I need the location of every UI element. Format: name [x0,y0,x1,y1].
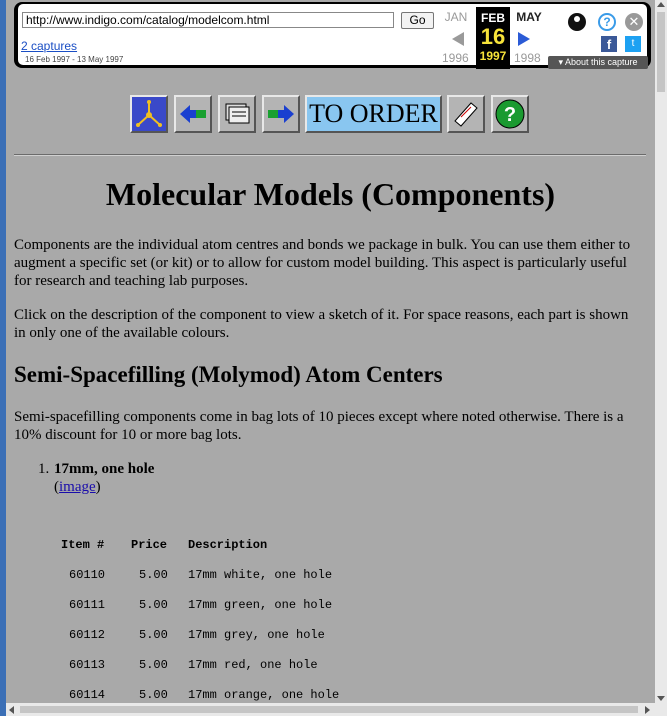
about-capture-button[interactable]: ▾ About this capture [548,56,648,69]
click-note-paragraph: Click on the description of the component to view a sketch of it. For space reasons, each part is shown in only one of the available colours. [14,307,629,341]
list-item-title: 17mm, one hole [54,461,155,477]
cell-price: 5.00 [139,598,168,612]
order-form-icon [449,97,483,131]
horizontal-scroll-thumb[interactable] [20,706,638,713]
table-row [61,598,339,628]
back-arrow-icon [176,97,210,131]
scroll-right-icon[interactable] [645,706,650,714]
captures-link[interactable]: 2 captures [21,39,78,53]
current-capture-date [476,7,510,69]
cell-item: 60114 [69,688,106,702]
cell-item: 60113 [69,658,106,672]
forward-arrow-icon [264,97,298,131]
back-button[interactable] [174,95,212,133]
wayback-toolbar-body [18,4,647,65]
table-row [61,568,339,598]
help-icon [493,97,527,131]
paren-close: ) [95,479,101,495]
scroll-down-icon[interactable] [657,696,665,701]
current-year-label: 1997 [479,49,507,63]
vertical-scrollbar[interactable] [655,0,667,703]
column-header-price: Price [131,538,168,552]
list-item-image-link [54,479,101,496]
next-capture-arrow-icon[interactable] [518,32,530,46]
svg-text:?: ? [503,104,517,126]
table-row [61,628,339,658]
divider [14,154,646,156]
cell-item: 60110 [69,568,106,582]
catalog-icon [220,97,254,131]
scroll-left-icon[interactable] [9,706,14,714]
capture-range: 16 Feb 1997 - 13 May 1997 [25,55,124,64]
next-month-label[interactable]: MAY [516,10,542,24]
help-button[interactable] [491,95,529,133]
cell-item: 60111 [69,598,106,612]
to-order-button[interactable]: TO ORDER [305,95,442,133]
horizontal-scrollbar[interactable] [6,703,667,716]
price-table [61,538,339,703]
page-viewport [6,0,655,703]
current-month-label: FEB [481,11,505,25]
scroll-up-icon[interactable] [657,2,665,7]
cell-description: 17mm red, one hole [188,658,318,672]
section-paragraph: Semi-spacefilling components come in bag lots of 10 pieces except where noted otherwise. There is a 10% discount for 10 or more bag lots. [14,409,624,443]
cell-description: 17mm grey, one hole [188,628,325,642]
column-header-item: Item # [61,538,105,552]
cell-price: 5.00 [139,658,168,672]
facebook-icon[interactable]: f [601,36,617,52]
molecule-icon [132,97,166,131]
order-form-button[interactable] [447,95,485,133]
table-header-row [61,538,339,568]
intro-paragraph: Components are the individual atom centres and bonds we package in bulk. You can use them either to augment a specific set (or kit) or to allow for custom model building. This aspect is particularly useful for research and teaching lab purposes. [14,237,631,289]
molecule-home-button[interactable] [130,95,168,133]
twitter-icon[interactable]: t [625,36,641,52]
prev-capture-arrow-icon[interactable] [452,32,464,46]
vertical-scroll-thumb[interactable] [657,12,665,92]
cell-description: 17mm orange, one hole [188,688,340,702]
forward-button[interactable] [262,95,300,133]
user-icon[interactable] [568,13,586,31]
next-year-label[interactable]: 1998 [514,51,541,65]
cell-price: 5.00 [139,688,168,702]
cell-price: 5.00 [139,568,168,582]
wayback-toolbar [14,2,651,68]
cell-price: 5.00 [139,628,168,642]
cell-description: 17mm green, one hole [188,598,333,612]
cell-item: 60112 [69,628,106,642]
cell-description: 17mm white, one hole [188,568,333,582]
wayback-go-button[interactable]: Go [401,12,434,29]
list-item-number: 1. [38,461,50,477]
page-title: Molecular Models (Components) [105,176,556,212]
column-header-description: Description [188,538,268,552]
close-icon[interactable]: ✕ [625,13,643,31]
help-icon[interactable]: ? [598,13,616,31]
image-link[interactable]: image [59,479,96,495]
current-day-label: 16 [480,24,506,49]
prev-month-label[interactable]: JAN [444,10,468,24]
catalog-button[interactable] [218,95,256,133]
paren-open: ( [54,479,59,495]
table-row [61,688,339,703]
section-heading: Semi-Spacefilling (Molymod) Atom Centers [14,362,443,387]
prev-year-label[interactable]: 1996 [442,51,469,65]
wayback-url-input[interactable]: http://www.indigo.com/catalog/modelcom.html [22,12,394,28]
table-row [61,658,339,688]
